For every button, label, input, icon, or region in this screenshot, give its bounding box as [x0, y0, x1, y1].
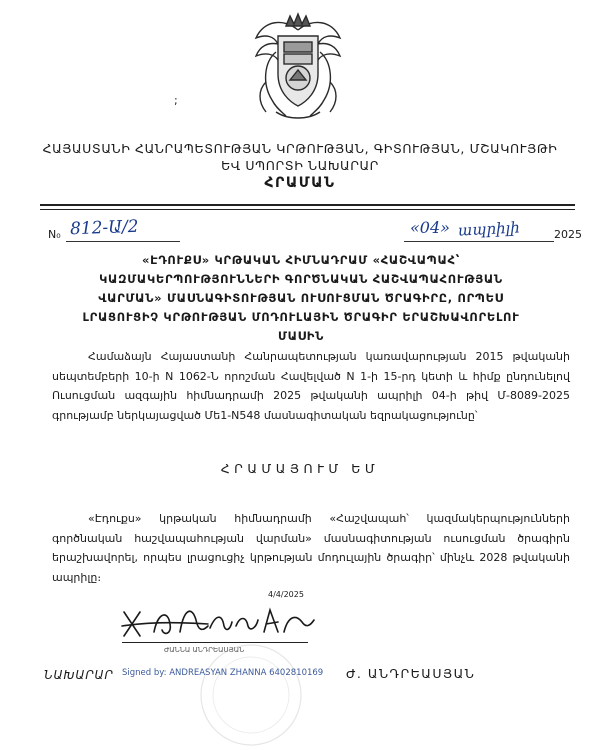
digital-signature-note: Signed by: ANDREASYAN ZHANNA 6402810169	[122, 668, 324, 678]
order-year: 2025	[554, 228, 582, 241]
order-heading: «ԷԴՈՒՔՍ» ԿՐԹԱԿԱՆ ՀԻՄՆԱԴՐԱՄ «ՀԱՇՎԱՊԱՀ՝ ԿԱԶՄԱԿԵՐՊՈՒԹՅՈՒՆՆԵՐԻ ԳՈՐԾՆԱԿԱՆ ՀԱՇՎԱՊԱՀՈՒԹՅԱՆ ՎԱՐՄԱՆ» ՄԱՍՆԱԳԻՏՈՒԹՅԱՆ ՈՒՍՈՒՑՄԱՆ ԾՐԱԳԻՐԸ, ՈՐՊԵՍ ԼՐԱՑՈՒՑԻՉ ԿՐԹՈՒԹՅԱՆ ՄՈԴՈՒԼԱՅԻՆ ԾՐԱԳԻՐ ԵՐԱՇԽԱՎՈՐԵԼՈՒ ՄԱՍԻՆ	[82, 253, 520, 343]
handwritten-signature-icon	[118, 602, 318, 642]
order-number-handwritten: 812-Ա/2	[69, 216, 139, 240]
legal-basis-paragraph: Համաձայն Հայաստանի Հանրապետության կառավարության 2015 թվականի սեպտեմբերի 10-ի N 1062-Ն որոշման Հավելված N 1-ի 15-րդ կետի և հիմք ընդունելով Ուսուցման ազգային հիմնադրամի 2025 թվականի ապրիլի 04-ի թիվ Մ-8089-2025 գրությամբ ներկայացված Մե1-N548 մասնագիտական եզրակացությունը՝	[52, 350, 570, 422]
minister-label: ՆԱԽԱՐԱՐ	[44, 668, 114, 682]
coat-of-arms-icon	[246, 12, 350, 122]
order-number-line	[66, 241, 180, 242]
signer-name-under-line: ԺԱՆՆԱ ԱՆԴՐԵԱՍՅԱՆ	[164, 646, 245, 654]
divider-thick	[40, 204, 575, 206]
signature-date: 4/4/2025	[268, 590, 304, 599]
ordering-formula: ՀՐԱՄԱՅՈՒՄ ԵՄ	[220, 461, 380, 476]
order-number-label: N₀	[48, 228, 61, 241]
signature-line	[122, 642, 308, 643]
minister-name: Ժ. ԱՆԴՐԵԱՍՅԱՆ	[346, 666, 476, 681]
decision-paragraph: «Էդուքս» կրթական հիմնադրամի «Հաշվապահ՝ կազմակերպությունների գործնական հաշվապահության վարման» մասնագիտության ուսուցման ծրագիրն երաշխավորել, որպես լրացուցիչ կրթության մոդուլային ծրագիր՝ մինչև 2028 թվականի ապրիլը։	[52, 512, 570, 584]
document-type: ՀՐԱՄԱՆ	[264, 175, 336, 191]
stray-mark: ;	[174, 94, 178, 107]
faint-stamp-icon	[196, 640, 306, 750]
order-day-handwritten: «04»	[410, 218, 450, 237]
order-date-line	[404, 241, 554, 242]
ministry-title: ՀԱՅԱՍՏԱՆԻ ՀԱՆՐԱՊԵՏՈՒԹՅԱՆ ԿՐԹՈՒԹՅԱՆ, ԳԻՏՈՒԹՅԱՆ, ՄՇԱԿՈՒՅԹԻ ԵՎ ՍՊՈՐՏԻ ՆԱԽԱՐԱՐ	[42, 141, 558, 173]
order-month-handwritten: ապրիլի	[457, 218, 521, 240]
divider-thin	[40, 209, 575, 210]
